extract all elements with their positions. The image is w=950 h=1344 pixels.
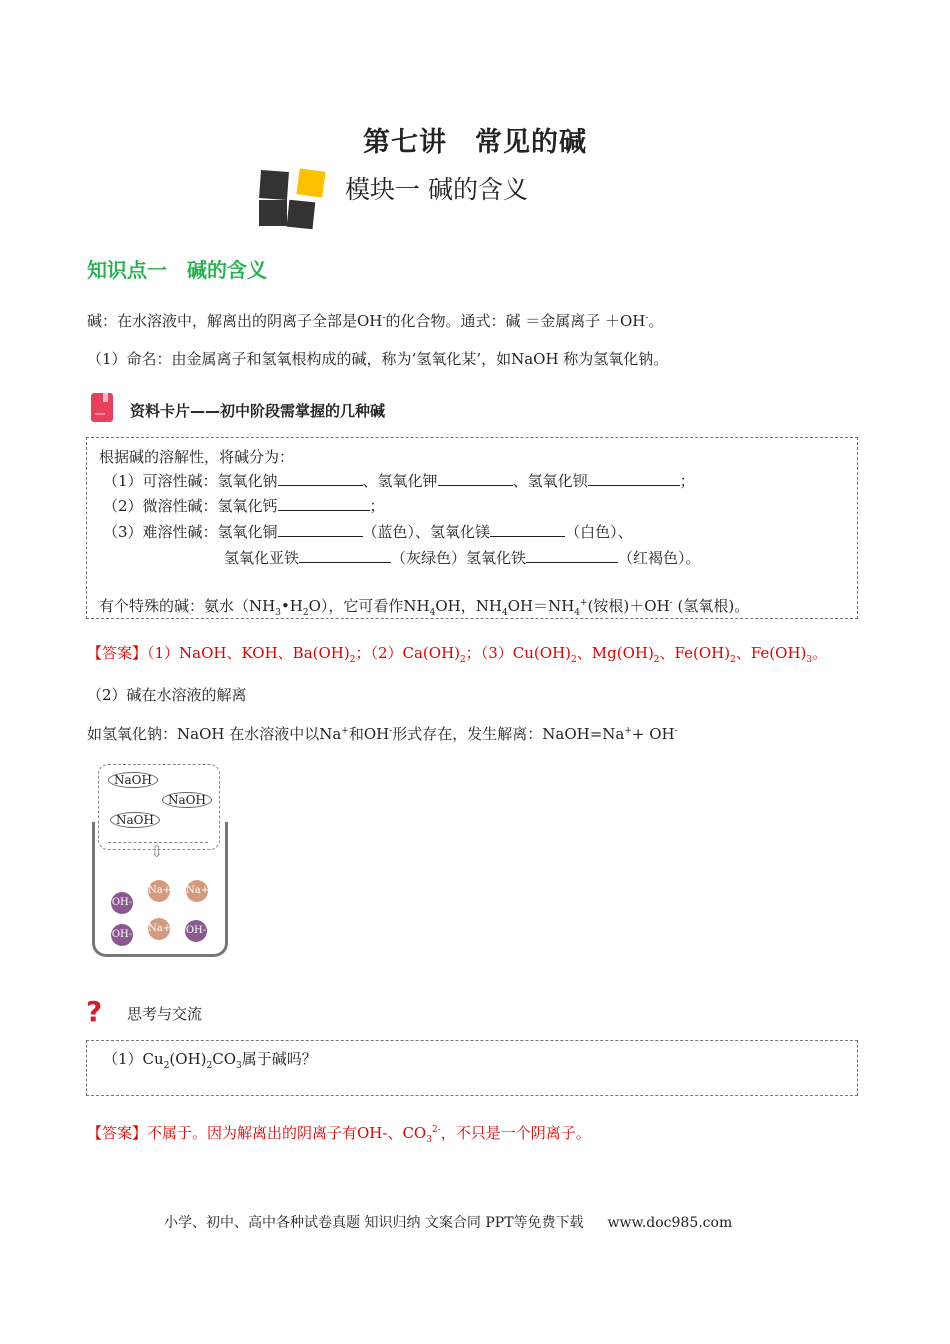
answer-2 [87,1122,591,1145]
na-ion: Na+ [148,918,170,940]
supscript-text: - [674,726,678,736]
subscript-text: 3 [426,1135,432,1145]
subscript-text: 2 [206,1061,213,1071]
supscript-text: 2- [431,1125,441,1135]
text-segment: (氢氧根)。 [672,597,750,615]
oh-ion: OH- [111,924,133,946]
subscript-text: 2 [349,655,356,665]
text-segment: （1）命名：由金属离子和氢氧根构成的碱，称为‘氢氧化某’，如NaOH 称为氢氧化钠。 [87,350,669,368]
text-segment: 。 [648,312,664,330]
think-title: 思考与交流 [127,1005,203,1023]
text-segment: ；（2）Ca(OH) [355,644,461,662]
text-segment: •H [280,597,303,615]
dissociation-heading: （2）碱在水溶液的解离 [87,686,247,704]
blank[interactable] [278,471,363,486]
text: ； [369,497,385,515]
text-segment: 如氢氧化钠：NaOH 在水溶液中以Na [87,725,342,743]
subscript-text: 3 [236,1061,242,1071]
card-line-3 [103,521,633,542]
text-segment: ，不只是一个阴离子。 [440,1124,591,1142]
text-segment: 碱：在水溶液中，解离出的阴离子全部是OH [87,312,383,330]
blank[interactable] [588,471,680,486]
answer-1 [87,642,827,665]
definition-text [87,310,663,331]
text: （白色）、 [565,523,633,541]
blank[interactable] [278,522,363,537]
arrow-down-icon: ⇩ [150,842,164,861]
subscript-text: 2 [302,608,309,618]
dissociation-text [87,723,678,744]
subscript-text: 2 [730,655,736,665]
subscript-text: 2 [653,655,660,665]
text-segment: OH＝NH [507,597,575,615]
supscript-text: - [669,598,673,608]
text-segment: + OH [631,725,675,743]
card-special [99,595,749,618]
card-intro: 根据碱的溶解性，将碱分为： [99,448,295,466]
text: （灰绿色）氢氧化铁 [391,549,527,567]
text-segment: 形式存在，发生解离：NaOH=Na [392,725,625,743]
naming-text [87,348,668,369]
text-segment: 、Fe(OH) [659,644,731,662]
text: （3）难溶性碱：氢氧化铜 [103,523,278,541]
naoh-molecule: NaOH [108,772,158,788]
subscript-text: 3 [806,655,813,665]
text: 、氢氧化钾 [362,472,438,490]
supscript-text: + [624,726,632,736]
book-icon [89,392,117,424]
text-segment: （1）Cu [103,1050,164,1068]
text: （蓝色）、氢氧化镁 [362,523,491,541]
text-segment: 有个特殊的碱：氨水（NH [99,597,276,615]
footer-link[interactable]: www.doc985.com [607,1215,733,1231]
subscript-text: 4 [574,608,581,618]
subscript-text: 2 [571,655,577,665]
page-title: 第七讲 常见的碱 [363,127,587,158]
dissociation-diagram [88,762,228,960]
na-ion: Na+ [148,880,170,902]
subscript-text: 4 [501,608,508,618]
subscript-text: 2 [460,655,466,665]
question-mark-icon: ? [86,995,103,1028]
oh-ion: OH- [111,892,133,914]
text-segment: OH，NH [435,597,502,615]
section-heading: 知识点一 碱的含义 [87,258,267,282]
supscript-text: + [341,726,349,736]
subscript-text: 2 [163,1061,170,1071]
blank[interactable] [278,496,370,511]
supscript-text: - [645,313,649,323]
text: （2）微溶性碱：氢氧化钙 [103,497,278,515]
card-line-4 [224,547,701,568]
na-ion: Na+ [186,880,208,902]
text-segment: 、Fe(OH) [735,644,807,662]
text: 氢氧化亚铁 [224,549,300,567]
text: 、氢氧化钡 [512,472,588,490]
footer [164,1212,732,1232]
footer-text: 小学、初中、高中各种试卷真题 知识归纳 文案合同 PPT等免费下载 [164,1215,584,1231]
text-segment: ；（3）Cu(OH) [465,644,572,662]
supscript-text: - [389,726,393,736]
text: （红褐色）。 [618,549,701,567]
text-segment: 。 [812,644,828,662]
blank[interactable] [299,548,391,563]
subscript-text: 4 [429,608,436,618]
card-title: 资料卡片——初中阶段需掌握的几种碱 [130,402,386,420]
text-segment: O），它可看作NH [308,597,430,615]
card-line-2 [103,495,385,516]
supscript-text: - [382,313,386,323]
info-card [86,437,858,619]
supscript-text: + [580,598,588,608]
text-segment: CO [212,1050,237,1068]
subscript-text: 3 [275,608,281,618]
question-box [86,1040,858,1096]
blank[interactable] [438,471,513,486]
text-segment: 的化合物。通式：碱 ＝金属离子 ＋OH [385,312,646,330]
module-title: 模块一 碱的含义 [345,175,528,204]
naoh-molecule: NaOH [110,812,160,828]
text: ； [679,472,695,490]
module-icon [258,168,328,230]
text-segment: (OH) [169,1050,207,1068]
card-line-1 [103,470,695,491]
text-segment: 【答案】（1）NaOH、KOH、Ba(OH) [87,644,350,662]
question-text [103,1048,317,1071]
text-segment: 【答案】不属于。因为解离出的阴离子有OH-、CO [87,1124,427,1142]
text: （1）可溶性碱：氢氧化钠 [103,472,278,490]
text-segment: 、Mg(OH) [576,644,654,662]
text-segment: 属于碱吗？ [241,1050,317,1068]
text-segment: 和OH [348,725,390,743]
text-segment: (铵根)＋OH [587,597,670,615]
blank[interactable] [526,548,618,563]
naoh-molecule: NaOH [162,792,212,808]
blank[interactable] [490,522,565,537]
oh-ion: OH- [185,920,207,942]
